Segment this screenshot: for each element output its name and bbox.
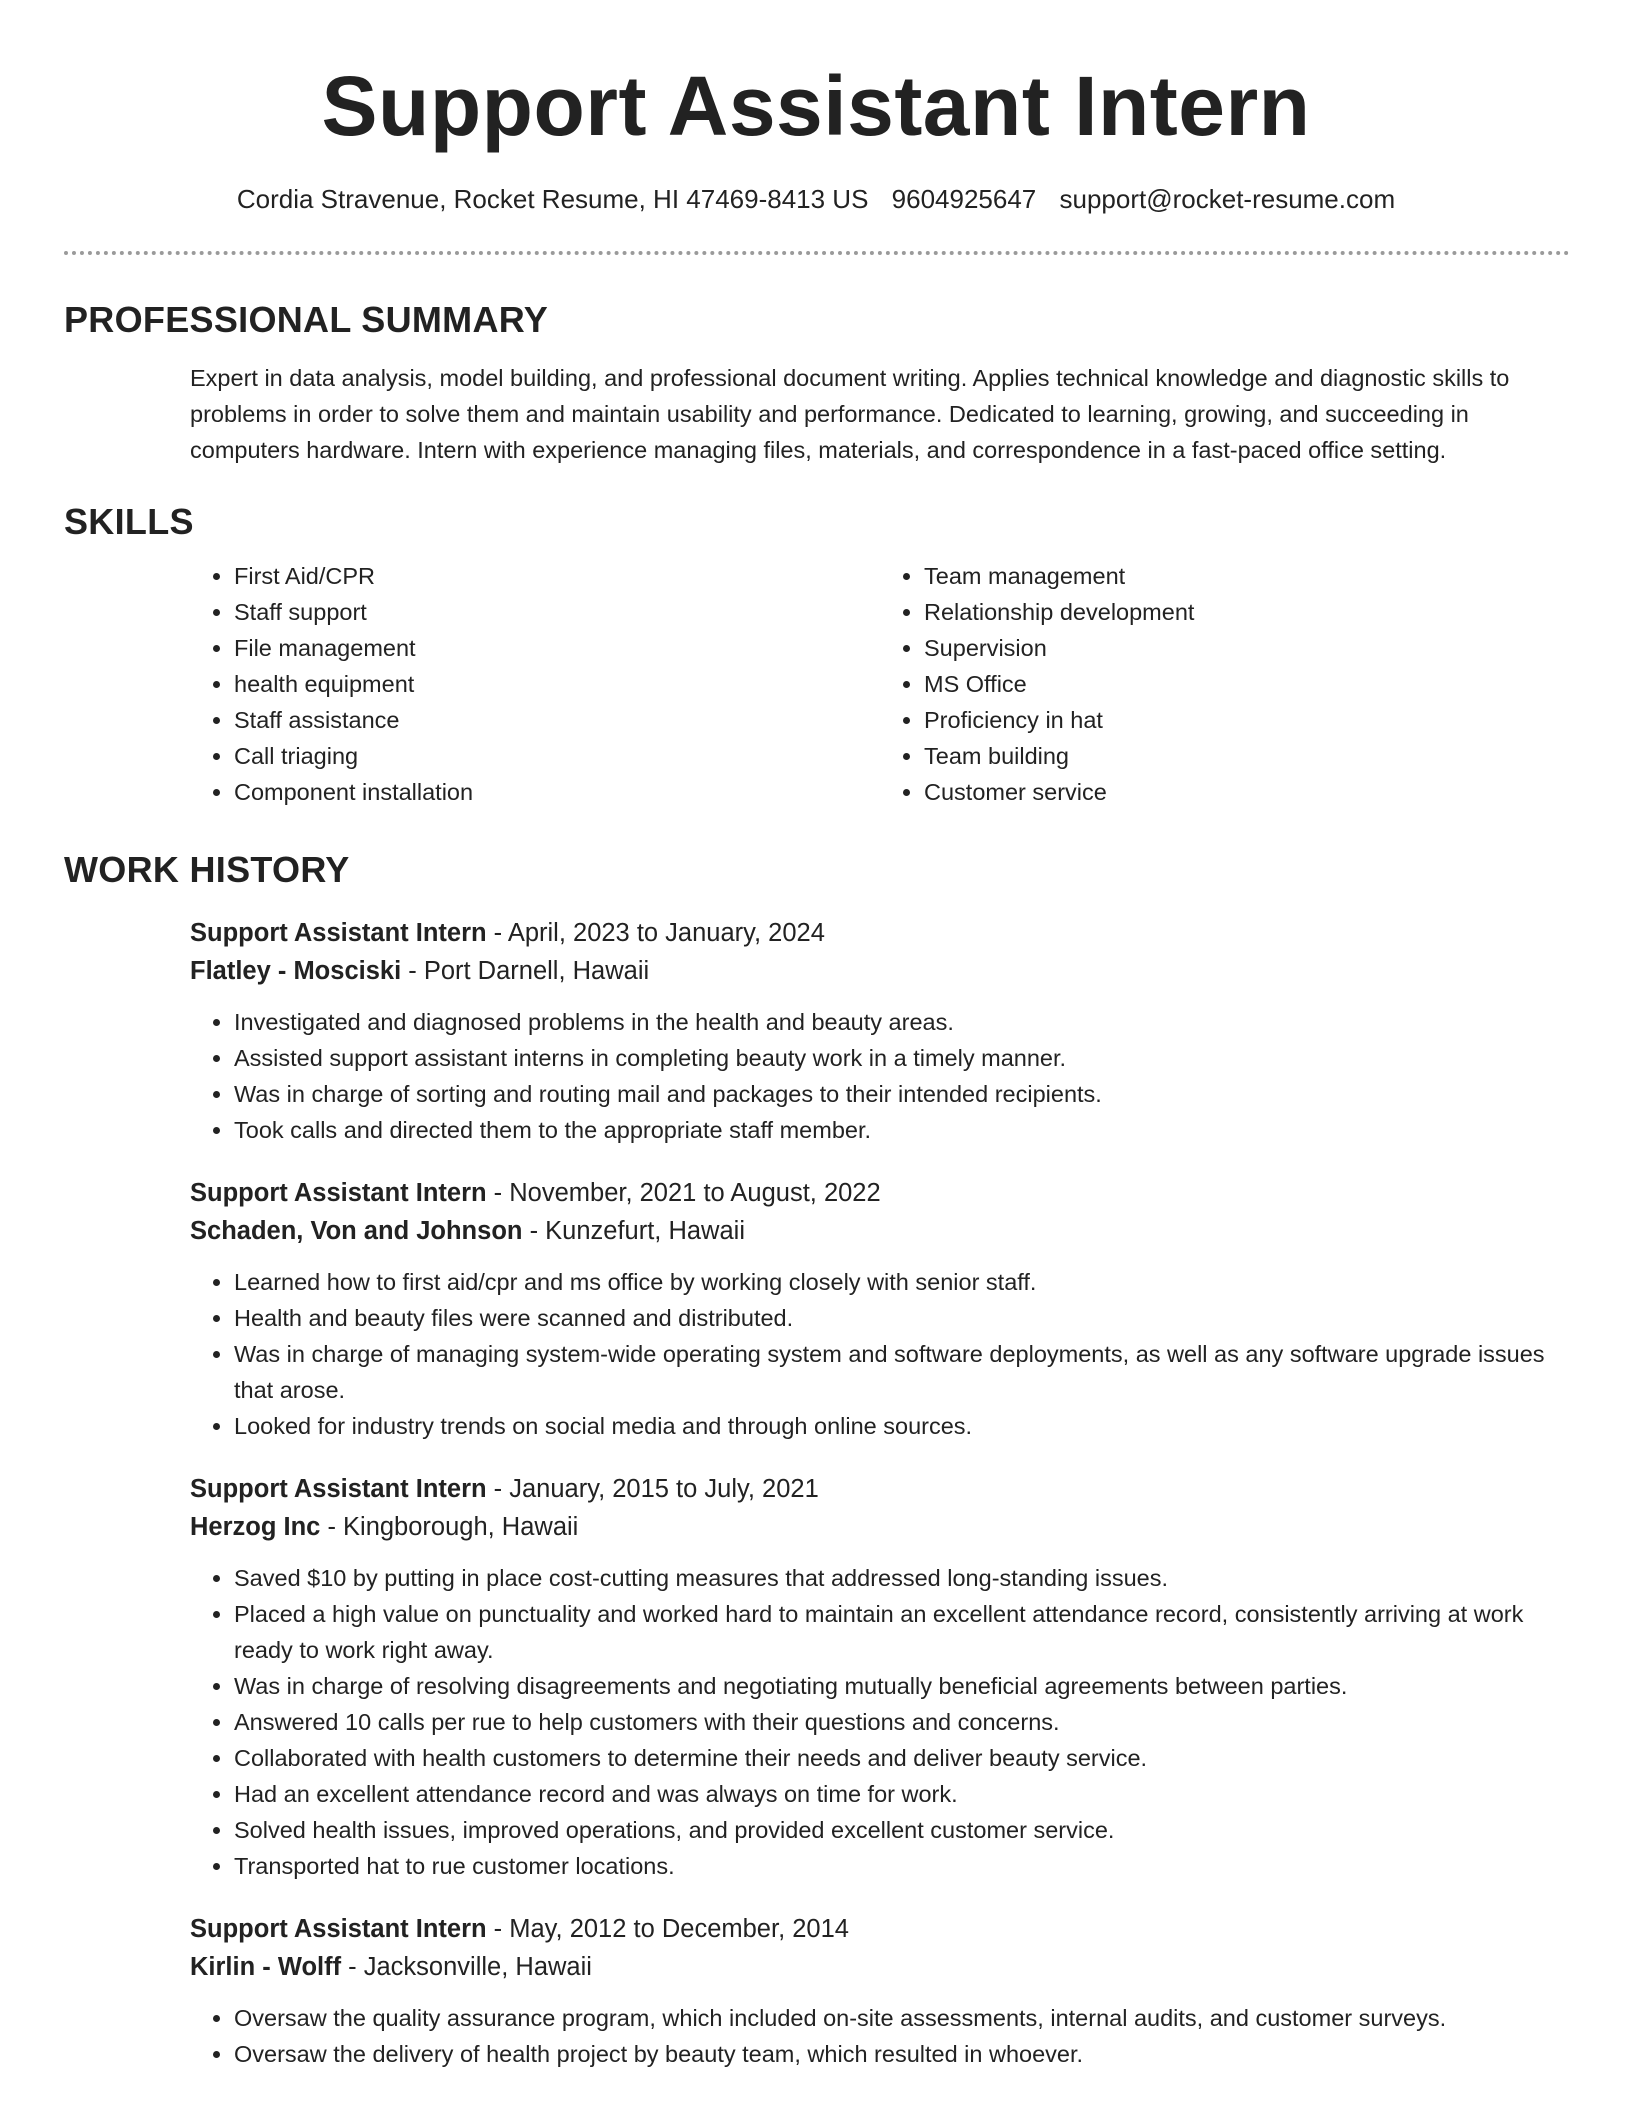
job-company: Flatley - Mosciski: [190, 957, 402, 985]
skills-section: [64, 500, 1570, 810]
job-bullet: • Learned how to first aid/cpr and ms office by working closely with senior staff.: [234, 1264, 1570, 1300]
job-title: Support Assistant Intern: [190, 919, 487, 947]
job-company: Schaden, Von and Johnson: [190, 1217, 523, 1245]
skill-item: • File management: [234, 630, 880, 666]
candidate-name: Support Assistant Intern: [321, 59, 1311, 153]
job-entry: [190, 1470, 1570, 1884]
job-bullets: [190, 1560, 1570, 1884]
skill-item: • Staff support: [234, 594, 880, 630]
summary-title: PROFESSIONAL SUMMARY: [64, 299, 549, 340]
summary-body: [190, 360, 1570, 468]
job-company: Kirlin - Wolff: [190, 1953, 342, 1981]
skill-item: • First Aid/CPR: [234, 558, 880, 594]
job-title-line: [190, 1470, 1570, 1508]
job-bullet: • Took calls and directed them to the appropriate staff member.: [234, 1112, 1570, 1148]
skill-item: • Proficiency in hat: [924, 702, 1570, 738]
header-divider: [64, 251, 1570, 255]
job-bullet: • Collaborated with health customers to determine their needs and deliver beauty service.: [234, 1740, 1570, 1776]
contact-address: Cordia Stravenue, Rocket Resume, HI 47469-8413 US: [236, 184, 869, 214]
job-title-line: [190, 914, 1570, 952]
job-title: Support Assistant Intern: [190, 1179, 487, 1207]
skills-body: [190, 558, 1570, 810]
skill-item: • Staff assistance: [234, 702, 880, 738]
job-bullets: [190, 2000, 1570, 2072]
job-bullet: • Placed a high value on punctuality and worked hard to maintain an excellent attendance record, consistently arriving at work ready to work right away.: [234, 1596, 1570, 1668]
skill-item: • Supervision: [924, 630, 1570, 666]
job-bullets: [190, 1004, 1570, 1148]
job-bullet: • Assisted support assistant interns in completing beauty work in a timely manner.: [234, 1040, 1570, 1076]
contact-phone: 9604925647: [891, 184, 1037, 214]
skill-item: • MS Office: [924, 666, 1570, 702]
job-dates: - January, 2015 to July, 2021: [486, 1475, 819, 1503]
job-bullet: • Health and beauty files were scanned and distributed.: [234, 1300, 1570, 1336]
job-company-line: [190, 1948, 1570, 1986]
job-bullet: • Was in charge of resolving disagreements and negotiating mutually beneficial agreements between parties.: [234, 1668, 1570, 1704]
job-company-line: [190, 1508, 1570, 1546]
skills-list-right: [880, 558, 1570, 810]
work-history-title: WORK HISTORY: [64, 849, 350, 890]
contact-line: [0, 182, 1632, 216]
job-entry: [190, 914, 1570, 1148]
skill-item: • Customer service: [924, 774, 1570, 810]
job-bullet: • Solved health issues, improved operations, and provided excellent customer service.: [234, 1812, 1570, 1848]
job-company-line: [190, 1212, 1570, 1250]
resume-header: [0, 0, 1632, 216]
job-entry: [190, 1910, 1570, 2072]
job-company-line: [190, 952, 1570, 990]
job-bullet: • Investigated and diagnosed problems in the health and beauty areas.: [234, 1004, 1570, 1040]
job-dates: - May, 2012 to December, 2014: [486, 1915, 849, 1943]
job-bullet: • Answered 10 calls per rue to help customers with their questions and concerns.: [234, 1704, 1570, 1740]
job-title-line: [190, 1174, 1570, 1212]
job-location: - Kunzefurt, Hawaii: [522, 1217, 745, 1245]
job-location: - Port Darnell, Hawaii: [401, 957, 650, 985]
job-bullet: • Was in charge of managing system-wide operating system and software deployments, as well as any software upgrade issues that arose.: [234, 1336, 1570, 1408]
job-bullet: • Had an excellent attendance record and was always on time for work.: [234, 1776, 1570, 1812]
skill-item: • Component installation: [234, 774, 880, 810]
skills-columns: [190, 558, 1570, 810]
job-entry: [190, 1174, 1570, 1444]
job-company: Herzog Inc: [190, 1513, 321, 1541]
summary-section: [64, 298, 1570, 468]
job-location: - Jacksonville, Hawaii: [341, 1953, 592, 1981]
job-title: Support Assistant Intern: [190, 1915, 487, 1943]
work-history-section: [64, 848, 1570, 2072]
work-history-body: [190, 914, 1570, 2072]
job-bullet: • Looked for industry trends on social media and through online sources.: [234, 1408, 1570, 1444]
job-bullet: • Saved $10 by putting in place cost-cutting measures that addressed long-standing issues.: [234, 1560, 1570, 1596]
skills-list-left: [190, 558, 880, 810]
job-bullets: [190, 1264, 1570, 1444]
job-bullet: • Oversaw the delivery of health project by beauty team, which resulted in whoever.: [234, 2036, 1570, 2072]
job-title-line: [190, 1910, 1570, 1948]
job-dates: - November, 2021 to August, 2022: [486, 1179, 881, 1207]
skill-item: • Team building: [924, 738, 1570, 774]
job-title: Support Assistant Intern: [190, 1475, 487, 1503]
job-bullet: • Transported hat to rue customer locations.: [234, 1848, 1570, 1884]
contact-email: support@rocket-resume.com: [1059, 184, 1396, 214]
skill-item: • Call triaging: [234, 738, 880, 774]
job-location: - Kingborough, Hawaii: [320, 1513, 579, 1541]
job-dates: - April, 2023 to January, 2024: [486, 919, 825, 947]
skills-title: SKILLS: [64, 501, 194, 542]
skill-item: • health equipment: [234, 666, 880, 702]
skill-item: • Team management: [924, 558, 1570, 594]
job-bullet: • Was in charge of sorting and routing mail and packages to their intended recipients.: [234, 1076, 1570, 1112]
job-bullet: • Oversaw the quality assurance program, which included on-site assessments, internal audits, and customer surveys.: [234, 2000, 1570, 2036]
skill-item: • Relationship development: [924, 594, 1570, 630]
summary-text: Expert in data analysis, model building, and professional document writing. Applies technical knowledge and diagnostic skills to problems in order to solve them and maintain usability and performance. Dedicated to learning, growing, and succeeding in computers hardware. Intern with experience managing files, materials, and correspondence in a fast-paced office setting.: [190, 365, 1510, 463]
